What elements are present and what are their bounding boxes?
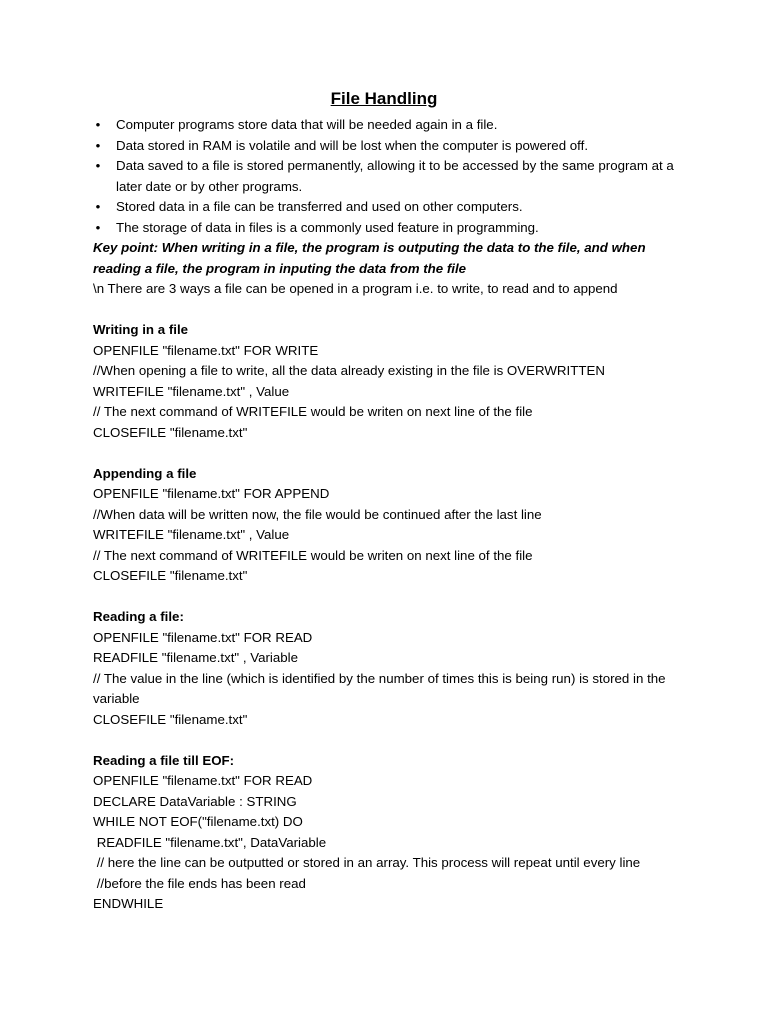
bullet-text: Data saved to a file is stored permanently, allowing it to be accessed by the same program at a later date or by other programs.	[116, 158, 674, 194]
bullet-icon: •	[95, 199, 101, 214]
list-item	[93, 218, 693, 239]
bullet-text: Data stored in RAM is volatile and will be lost when the computer is powered off.	[116, 137, 589, 153]
section-heading: Reading a file:	[93, 609, 184, 624]
code-line: OPENFILE "filename.txt" FOR WRITE	[93, 342, 319, 358]
list-item	[93, 197, 693, 218]
code-line: OPENFILE "filename.txt" FOR READ	[93, 629, 313, 645]
code-line: //before the file ends has been read	[93, 875, 306, 891]
code-line: CLOSEFILE "filename.txt"	[93, 568, 248, 583]
page-title: File Handling	[330, 89, 438, 108]
bullet-text: Computer programs store data that will be needed again in a file.	[116, 117, 498, 132]
intro-line: \n There are 3 ways a file can be opened in a program i.e. to write, to read and to append	[93, 281, 618, 296]
list-item	[93, 136, 693, 157]
code-line: CLOSEFILE "filename.txt"	[93, 424, 248, 440]
section-heading: Appending a file	[93, 465, 197, 481]
spacer	[93, 730, 693, 751]
code-line: // The value in the line (which is identified by the number of times this is being run) is stored in the variable	[93, 670, 670, 706]
intro-bullet-list	[93, 115, 693, 238]
bullet-icon: •	[95, 117, 101, 132]
section-heading: Reading a file till EOF:	[93, 752, 235, 768]
code-line: READFILE "filename.txt", DataVariable	[93, 834, 327, 850]
code-line: // The next command of WRITEFILE would be writen on next line of the file	[93, 404, 533, 419]
code-line: ENDWHILE	[93, 896, 164, 911]
bullet-icon: •	[95, 158, 101, 173]
key-point: Key point: When writing in a file, the program is outputing the data to the file, and when reading a file, the program in inputing the data from the file	[93, 240, 646, 276]
code-line: WHILE NOT EOF("filename.txt) DO	[93, 814, 303, 829]
code-line: //When opening a file to write, all the data already existing in the file is OVERWRITTEN	[93, 363, 605, 378]
section-writing	[93, 320, 693, 443]
code-line: DECLARE DataVariable : STRING	[93, 793, 297, 809]
code-line: OPENFILE "filename.txt" FOR APPEND	[93, 486, 330, 501]
code-line: WRITEFILE "filename.txt" , Value	[93, 527, 290, 542]
bullet-text: The storage of data in files is a commonly used feature in programming.	[116, 219, 539, 235]
section-reading	[93, 607, 693, 730]
section-reading-eof	[93, 751, 693, 915]
spacer	[93, 587, 693, 608]
list-item	[93, 115, 693, 136]
document-body	[93, 115, 693, 915]
code-line: WRITEFILE "filename.txt" , Value	[93, 383, 290, 399]
bullet-icon: •	[95, 219, 101, 235]
bullet-text: Stored data in a file can be transferred and used on other computers.	[116, 199, 523, 214]
spacer	[93, 300, 693, 321]
section-heading: Writing in a file	[93, 322, 189, 337]
code-line: OPENFILE "filename.txt" FOR READ	[93, 773, 313, 788]
code-line: //When data will be written now, the file would be continued after the last line	[93, 506, 542, 522]
code-line: // The next command of WRITEFILE would be writen on next line of the file	[93, 547, 533, 563]
list-item	[93, 156, 693, 197]
code-line: CLOSEFILE "filename.txt"	[93, 711, 248, 727]
code-line: // here the line can be outputted or stored in an array. This process will repeat until every line	[93, 855, 641, 870]
bullet-icon: •	[95, 137, 101, 153]
spacer	[93, 443, 693, 464]
code-line: READFILE "filename.txt" , Variable	[93, 650, 299, 665]
section-appending	[93, 464, 693, 587]
